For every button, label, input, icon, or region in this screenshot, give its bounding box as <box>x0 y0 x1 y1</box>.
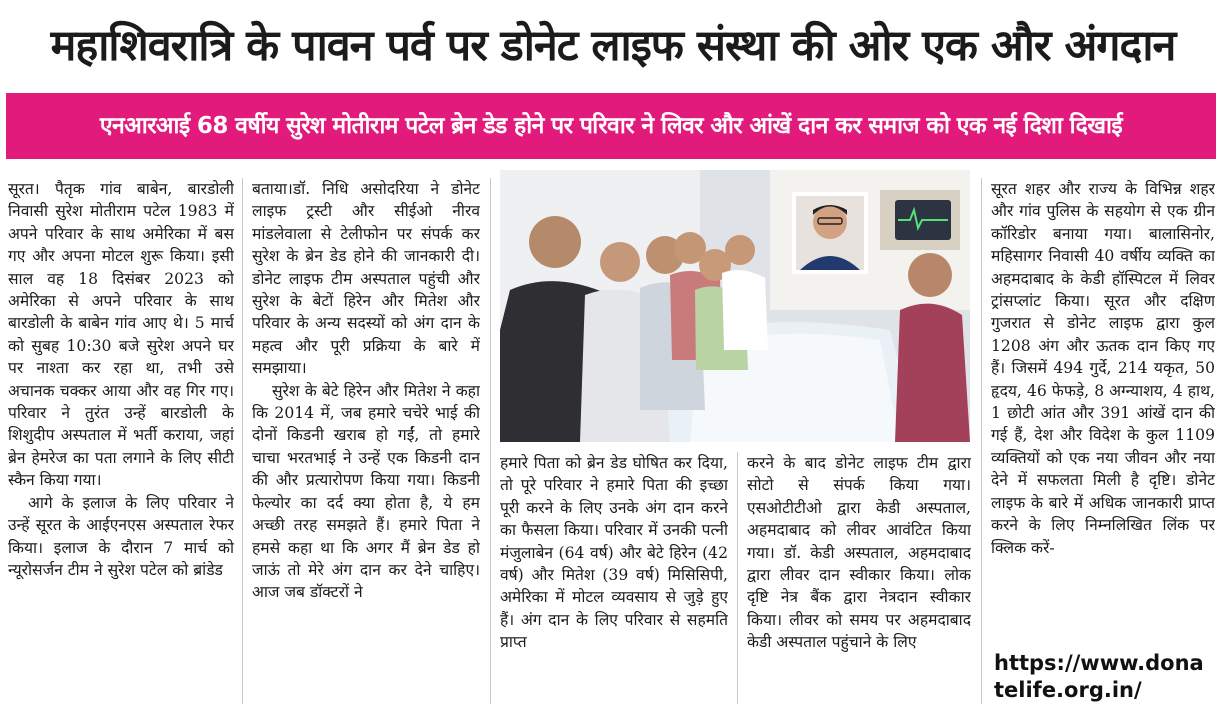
subheadline-banner <box>6 93 1216 159</box>
column-divider <box>737 452 738 704</box>
paragraph: सुरेश के बेटे हिरेन और मितेश ने कहा कि 2014 में, जब हमारे चचेरे भाई की दोनों किडनी खराब हो गईं, तो हमारे चाचा भरतभाई ने उन्हें एक किडनी दान की और प्रत्यारोपण किया गया। किडनी फेल्योर का दर्द क्या होता है, ये हम अच्छी तरह समझते हैं। हमारे पिता ने हमसे कहा था कि अगर मैं ब्रेन डेड हो जाऊं तो मेरे अंग दान कर देने चाहिए। आज जब डॉक्टरों ने <box>252 381 480 602</box>
paragraph: सूरत। पैतृक गांव बाबेन, बारडोली निवासी सुरेश मोतीराम पटेल 1983 में अपने परिवार के साथ अमेरिका में बस गए और अपना मोटल शुरू किया। इसी साल वह 18 दिसंबर 2023 को अमेरिका से अपने परिवार के साथ बारडोली के बाबेन गांव आए थे। 5 मार्च को सुबह 10:30 बजे सुरेश अपने घर पर नाश्ता कर रहा था, तभी उसे अचानक चक्कर आया और वह गिर गए। परिवार ने तुरंत उन्हें बारडोली के शिशुदीप अस्पताल में भर्ती कराया, जहां ब्रेन हेमरेज का पता लगाने के लिए सीटी स्कैन किया गया। <box>8 180 234 490</box>
headline: महाशिवरात्रि के पावन पर्व पर डोनेट लाइफ संस्था की ओर एक और अंगदान <box>50 21 1176 71</box>
link-line-1: https://www.dona <box>994 651 1204 675</box>
paragraph: बताया।डॉ. निधि असोदरिया ने डोनेट लाइफ ट्रस्टी और सीईओ नीरव मांडलेवाला से टेलीफोन पर संपर्क कर सुरेश के ब्रेन डेड होने की जानकारी दी। डोनेट लाइफ टीम अस्पताल पहुंची और सुरेश के बेटों हिरेन और मितेश और परिवार के अन्य सदस्यों को अंग दान के महत्व और पूरी प्रक्रिया के बारे में समझाया। <box>252 180 480 378</box>
paragraph: हमारे पिता को ब्रेन डेड घोषित कर दिया, तो पूरे परिवार ने हमारे पिता की इच्छा पूरी करने के लिए उनके अंग दान करने का फैसला किया। परिवार में उनकी पत्नी मंजुलाबेन (64 वर्ष) और बेटे हिरेन (42 वर्ष) और मितेश (39 वर्ष) मिसिसिपी, अमेरिका में मोटल व्यवसाय से जुड़े हुए हैं। अंग दान के लिए परिवार से सहमति प्राप्त <box>500 454 728 652</box>
article-column-1 <box>8 178 234 704</box>
article-column-5 <box>991 178 1215 654</box>
column-divider <box>490 178 491 704</box>
paragraph: सूरत शहर और राज्य के विभिन्न शहर और गांव पुलिस के सहयोग से एक ग्रीन कॉरिडोर बनाया गया। बालासिनोर, महिसागर निवासी 40 वर्षीय व्यक्ति का अहमदाबाद के केडी हॉस्पिटल में लिवर ट्रांसप्लांट किया। सूरत और दक्षिण गुजरात से डोनेट लाइफ द्वारा कुल 1208 अंग और ऊतक दान किए गए हैं। जिसमें 494 गुर्दे, 214 यकृत, 50 हृदय, 46 फेफड़े, 8 अग्न्याशय, 4 हाथ, 1 छोटी आंत और 391 आंखें दान की गई हैं, देश और विदेश के कुल 1109 व्यक्तियों को एक नया जीवन और नया देने में सफलता मिली है दृष्टि। डोनेट लाइफ के बारे में अधिक जानकारी प्राप्त करने के लिए निम्नलिखित लिंक पर क्लिक करें- <box>991 180 1215 557</box>
link-line-2: telife.org.in/ <box>994 678 1142 702</box>
donatelife-link[interactable] <box>994 650 1218 704</box>
paragraph: आगे के इलाज के लिए परिवार ने उन्हें सूरत के आईएनएस अस्पताल रेफर किया। इलाज के दौरान 7 मार्च को न्यूरोसर्जन टीम ने सुरेश पटेल को ब्रांडेड <box>8 493 234 579</box>
paragraph: करने के बाद डोनेट लाइफ टीम द्वारा सोटो से संपर्क किया गया। एसओटीटीओ द्वारा केडी अस्पताल, अहमदाबाद को लीवर आवंटित किया गया। डॉ. केडी अस्पताल, अहमदाबाद द्वारा लीवर दान स्वीकार किया। लोक दृष्टि नेत्र बैंक द्वारा नेत्रदान स्वीकार किया। लीवर को समय पर अहमदाबाद केडी अस्पताल पहुंचाने के लिए <box>747 454 971 652</box>
article-column-4 <box>747 452 971 704</box>
family-at-hospital-bed-photo <box>500 170 970 442</box>
column-divider <box>242 178 243 704</box>
subheadline: एनआरआई 68 वर्षीय सुरेश मोतीराम पटेल ब्रेन डेड होने पर परिवार ने लिवर और आंखें दान कर समाज को एक नई दिशा दिखाई <box>99 113 1123 139</box>
article-column-3 <box>500 452 728 704</box>
article-column-2 <box>252 178 480 704</box>
photo-illustration <box>500 170 970 442</box>
column-divider <box>981 178 982 704</box>
